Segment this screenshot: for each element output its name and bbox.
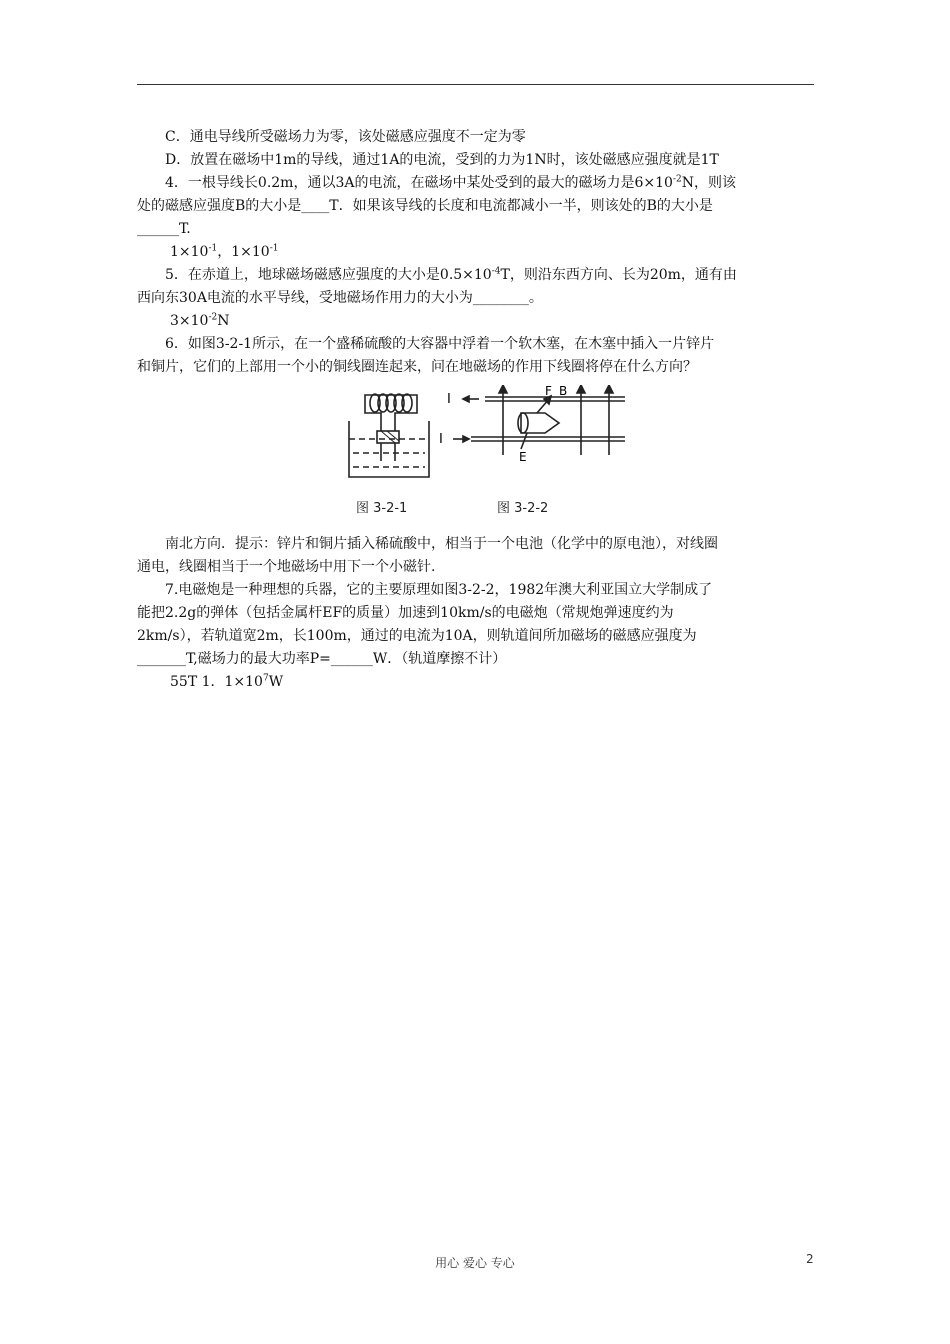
field-arrowhead-1 bbox=[499, 385, 507, 393]
figure-block bbox=[137, 385, 817, 525]
question-6-line1: 6．如图3-2-1所示，在一个盛稀硫酸的大容器中浮着一个软木塞，在木塞中插入一片锌片 bbox=[165, 336, 715, 352]
question-7-line4: _______T,磁场力的最大功率P=______W．（轨道摩擦不计） bbox=[137, 651, 507, 667]
projectile-base bbox=[518, 413, 528, 433]
question-4-line1 bbox=[137, 172, 817, 195]
question-6-line2: 和铜片，它们的上部用一个小的铜线圈连起来，问在地磁场的作用下线圈将停在什么方向？ bbox=[137, 359, 697, 375]
cork-hatch-1 bbox=[381, 431, 395, 443]
answer-5 bbox=[137, 310, 817, 333]
question-4-line3: ______T. bbox=[137, 221, 191, 237]
label-i-top: I bbox=[447, 392, 451, 407]
field-arrowhead-2 bbox=[577, 385, 585, 393]
question-4-line2: 处的磁感应强度B的大小是____T．如果该导线的长度和电流都减小一半，则该处的B的大小是 bbox=[137, 198, 713, 214]
answer-5-tail: N bbox=[217, 313, 230, 329]
answer-7-exp: 7 bbox=[262, 673, 269, 684]
coil-wire bbox=[365, 395, 417, 431]
label-i-bottom: I bbox=[439, 432, 443, 447]
railgun-diagram bbox=[453, 385, 625, 455]
question-5-line1 bbox=[137, 264, 817, 287]
question-5-line2: 西向东30A电流的水平导线，受地磁场作用力的大小为________。 bbox=[137, 290, 543, 306]
question-5-exponent: -4 bbox=[491, 266, 501, 277]
question-7-line1: 7.电磁炮是一种理想的兵器，它的主要原理如图3-2-2，1982年澳大利亚国立大学制成了 bbox=[165, 582, 713, 598]
page-number: 2 bbox=[806, 1252, 814, 1266]
field-arrowhead-3 bbox=[605, 385, 613, 393]
container-diagram bbox=[349, 394, 429, 477]
answer-4-mid: ，1×10 bbox=[217, 244, 270, 260]
answer-4-exp1: -1 bbox=[208, 243, 218, 254]
current-arrowhead-top bbox=[463, 396, 469, 402]
figure-drawing bbox=[345, 385, 635, 493]
question-4-tail: N，则该 bbox=[681, 175, 736, 191]
label-e: E bbox=[519, 450, 527, 464]
answer-7-tail: W bbox=[268, 674, 284, 690]
answer-4-base1: 1×10 bbox=[170, 244, 209, 260]
option-c: C．通电导线所受磁场力为零，该处磁感应强度不一定为零 bbox=[165, 129, 526, 145]
question-4-exponent: -2 bbox=[672, 174, 682, 185]
answer-7 bbox=[137, 671, 817, 694]
label-f: F bbox=[545, 385, 552, 398]
answer-5-base: 3×10 bbox=[170, 313, 209, 329]
caption-fig-3-2-1: 图 3-2-1 bbox=[356, 501, 408, 516]
option-d: D．放置在磁场中1m的导线，通过1A的电流，受到的力为1N时，该处磁感应强度就是1T bbox=[165, 152, 719, 168]
answer-6-line2: 通电，线圈相当于一个地磁场中用下一个小磁针. bbox=[137, 559, 436, 575]
footer-motto: 用心 爱心 专心 bbox=[435, 1256, 515, 1270]
current-arrowhead-bottom bbox=[463, 436, 469, 442]
question-4-text: 4．一根导线长0.2m，通以3A的电流，在磁场中某处受到的最大的磁场力是6×10 bbox=[165, 175, 673, 191]
answer-4 bbox=[137, 241, 817, 264]
caption-fig-3-2-2: 图 3-2-2 bbox=[497, 501, 549, 516]
question-5-tail: T，则沿东西方向、长为20m，通有由 bbox=[500, 267, 737, 283]
answer-7-base: 55T 1．1×10 bbox=[170, 674, 263, 690]
question-7-line3: 2km/s），若轨道宽2m，长100m，通过的电流为10A，则轨道间所加磁场的磁感应强度为 bbox=[137, 628, 697, 644]
document-body bbox=[137, 126, 817, 694]
container-outline bbox=[349, 421, 429, 477]
question-5-text: 5．在赤道上，地球磁场磁感应强度的大小是0.5×10 bbox=[165, 267, 492, 283]
answer-4-exp2: -1 bbox=[269, 243, 279, 254]
question-7-line2: 能把2.2g的弹体（包括金属杆EF的质量）加速到10km/s的电磁炮（常规炮弹速度约为 bbox=[137, 605, 674, 621]
label-b: B bbox=[559, 385, 568, 398]
header-rule bbox=[137, 84, 814, 85]
answer-6-line1: 南北方向．提示：锌片和铜片插入稀硫酸中，相当于一个电池（化学中的原电池），对线圈 bbox=[165, 536, 718, 552]
answer-5-exp: -2 bbox=[208, 312, 218, 323]
